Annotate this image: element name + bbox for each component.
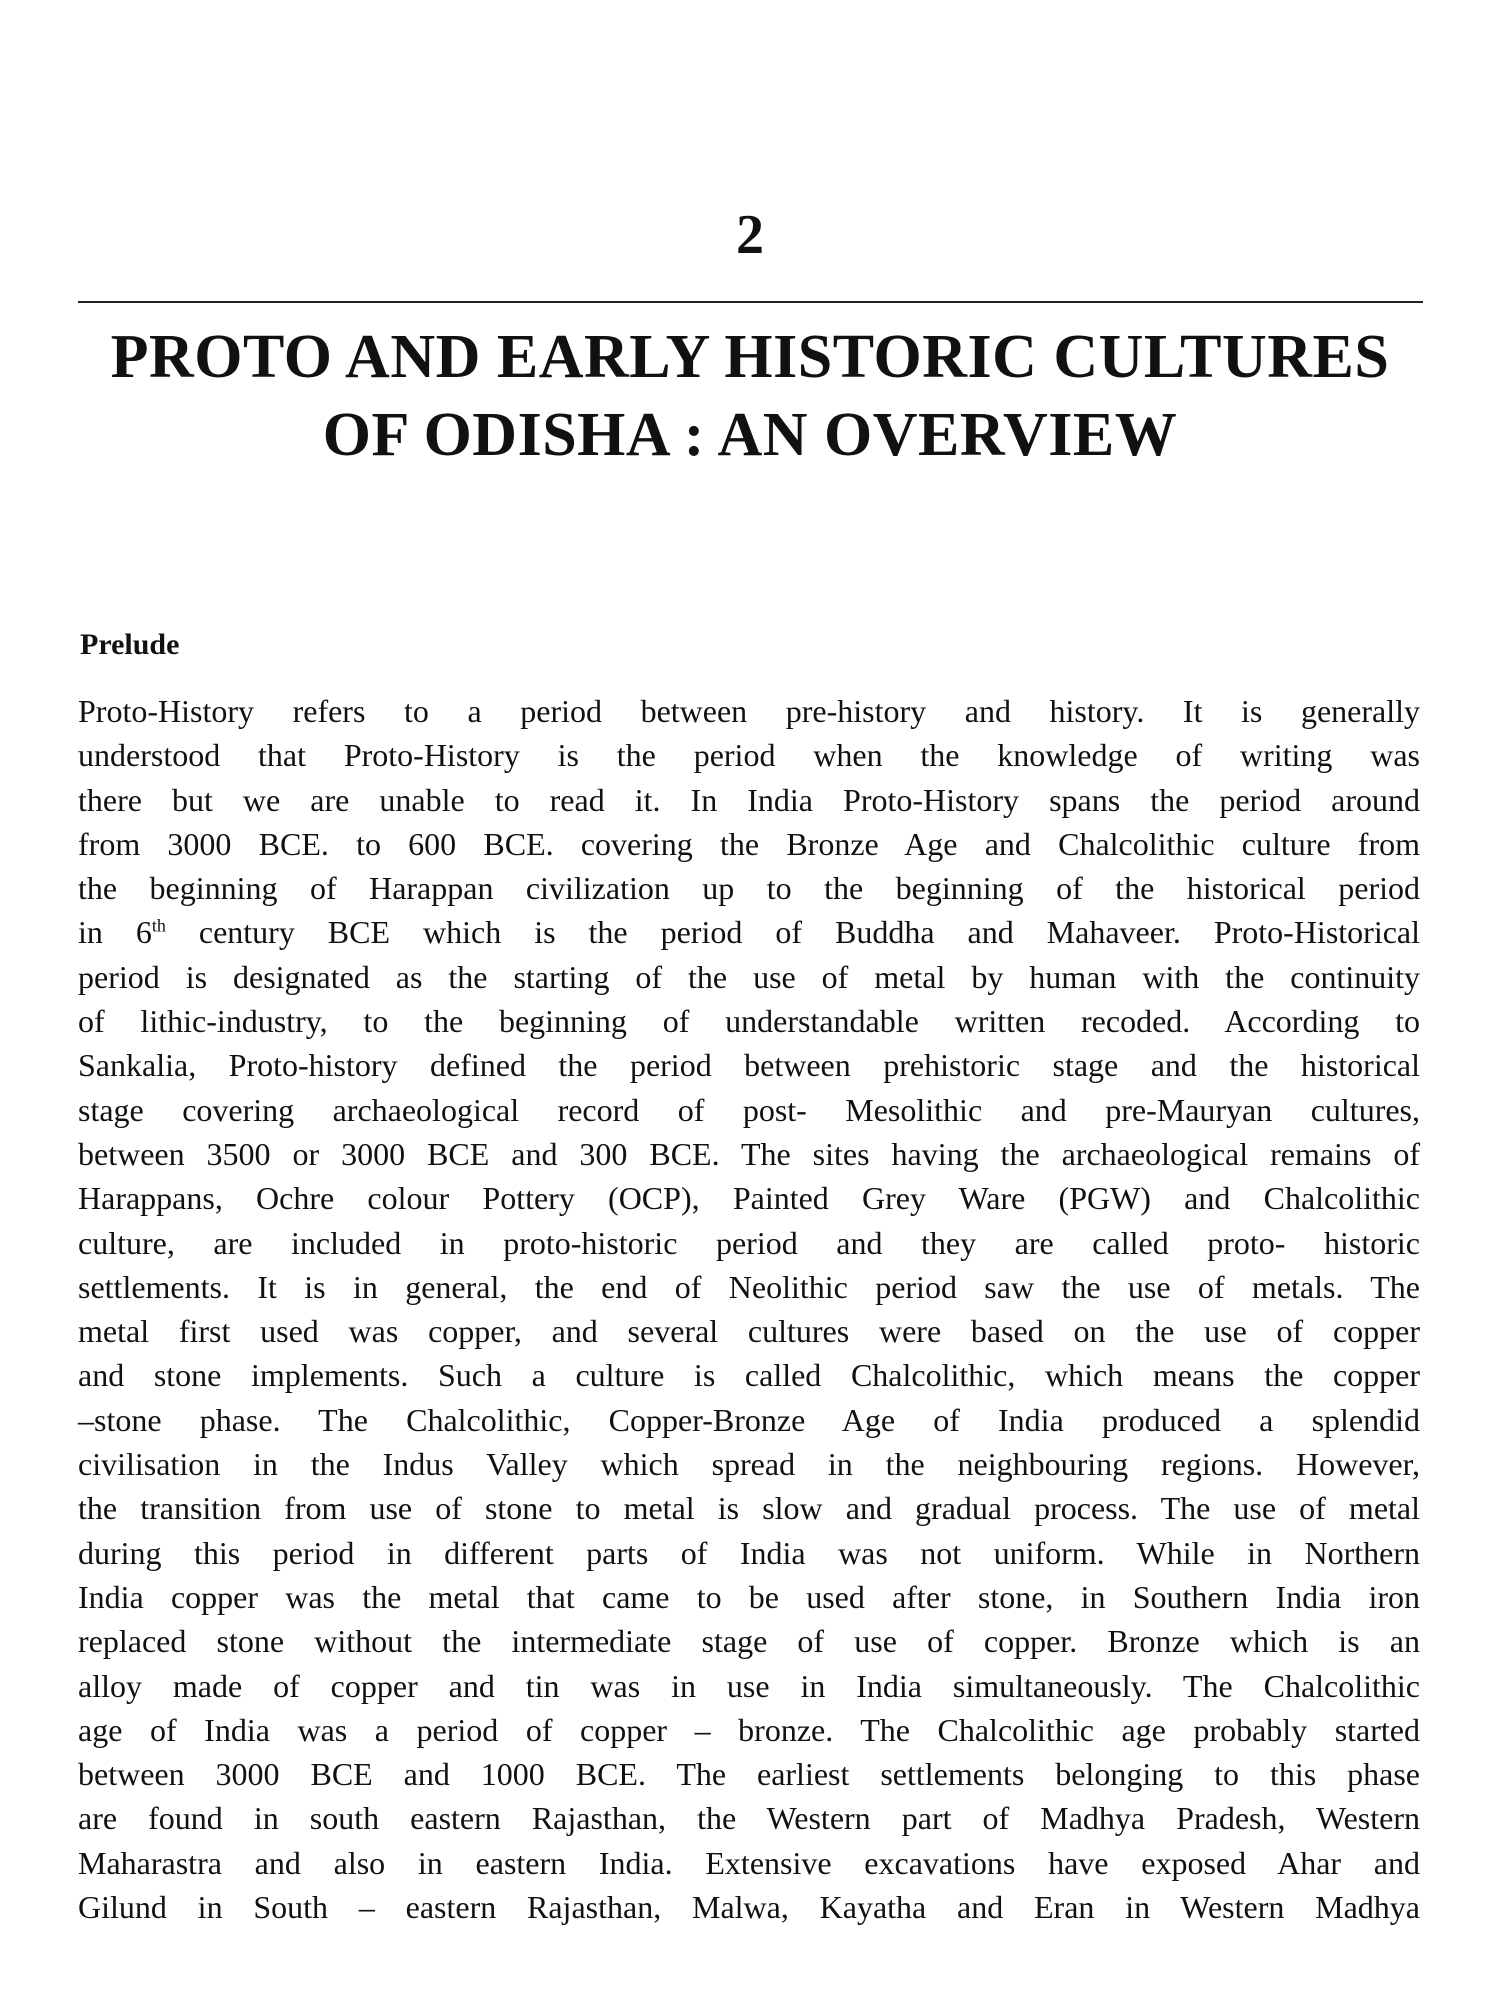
chapter-title-line: OF ODISHA : AN OVERVIEW: [322, 401, 1178, 469]
paragraph-line: Sankalia, Proto-history defined the period between prehistoric stage and the historical: [78, 1047, 1420, 1084]
paragraph-line: the beginning of Harappan civilization up to the beginning of the historical period: [78, 870, 1420, 907]
paragraph-line-with-superscript: [78, 910, 1420, 954]
paragraph-line: and stone implements. Such a culture is called Chalcolithic, which means the copper: [78, 1357, 1420, 1394]
line-start: in 6: [78, 914, 152, 951]
paragraph-line: stage covering archaeological record of post- Mesolithic and pre-Mauryan cultures,: [78, 1091, 1420, 1128]
body-paragraph: [78, 689, 1420, 1929]
paragraph-line: settlements. It is in general, the end of Neolithic period saw the use of metals. The: [78, 1268, 1420, 1305]
paragraph-line: between 3500 or 3000 BCE and 300 BCE. The sites having the archaeological remains of: [78, 1135, 1420, 1172]
paragraph-line: are found in south eastern Rajasthan, the Western part of Madhya Pradesh, Western: [78, 1800, 1420, 1837]
paragraph-line: India copper was the metal that came to be used after stone, in Southern India iron: [78, 1578, 1420, 1615]
paragraph-line: period is designated as the starting of the use of metal by human with the continuity: [78, 958, 1420, 995]
paragraph-line: understood that Proto-History is the period when the knowledge of writing was: [78, 737, 1420, 774]
paragraph-line: –stone phase. The Chalcolithic, Copper-Bronze Age of India produced a splendid: [78, 1401, 1420, 1438]
paragraph-line: during this period in different parts of India was not uniform. While in Northern: [78, 1534, 1420, 1571]
line-rest: century BCE which is the period of Buddha and Mahaveer. Proto-Historical: [165, 914, 1421, 951]
paragraph-line: alloy made of copper and tin was in use in India simultaneously. The Chalcolithic: [78, 1667, 1420, 1704]
chapter-number: 2: [736, 204, 764, 266]
paragraph-line: age of India was a period of copper – bronze. The Chalcolithic age probably started: [78, 1711, 1420, 1748]
paragraph-line: Proto-History refers to a period between pre-history and history. It is generally: [78, 693, 1420, 729]
ordinal-superscript: th: [151, 915, 166, 936]
paragraph-line: there but we are unable to read it. In India Proto-History spans the period around: [78, 781, 1420, 818]
title-divider: [78, 301, 1423, 303]
paragraph-line: from 3000 BCE. to 600 BCE. covering the Bronze Age and Chalcolithic culture from: [78, 825, 1420, 862]
paragraph-line: the transition from use of stone to metal is slow and gradual process. The use of metal: [78, 1490, 1420, 1527]
paragraph-line: Gilund in South – eastern Rajasthan, Malwa, Kayatha and Eran in Western Madhya: [78, 1889, 1420, 1926]
paragraph-line: replaced stone without the intermediate stage of use of copper. Bronze which is an: [78, 1623, 1420, 1660]
paragraph-line: civilisation in the Indus Valley which spread in the neighbouring regions. However,: [78, 1446, 1420, 1483]
chapter-title-line: PROTO AND EARLY HISTORIC CULTURES: [110, 323, 1390, 391]
chapter-title: [60, 318, 1440, 474]
paragraph-line: between 3000 BCE and 1000 BCE. The earliest settlements belonging to this phase: [78, 1756, 1420, 1793]
paragraph-line: Maharastra and also in eastern India. Extensive excavations have exposed Ahar and: [78, 1844, 1420, 1881]
section-heading: Prelude: [80, 628, 180, 661]
paragraph-line: Harappans, Ochre colour Pottery (OCP), Painted Grey Ware (PGW) and Chalcolithic: [78, 1180, 1420, 1217]
paragraph-line: of lithic-industry, to the beginning of understandable written recoded. According to: [78, 1003, 1420, 1040]
paragraph-line: culture, are included in proto-historic period and they are called proto- historic: [78, 1224, 1420, 1261]
paragraph-line: metal first used was copper, and several cultures were based on the use of copper: [78, 1313, 1420, 1350]
